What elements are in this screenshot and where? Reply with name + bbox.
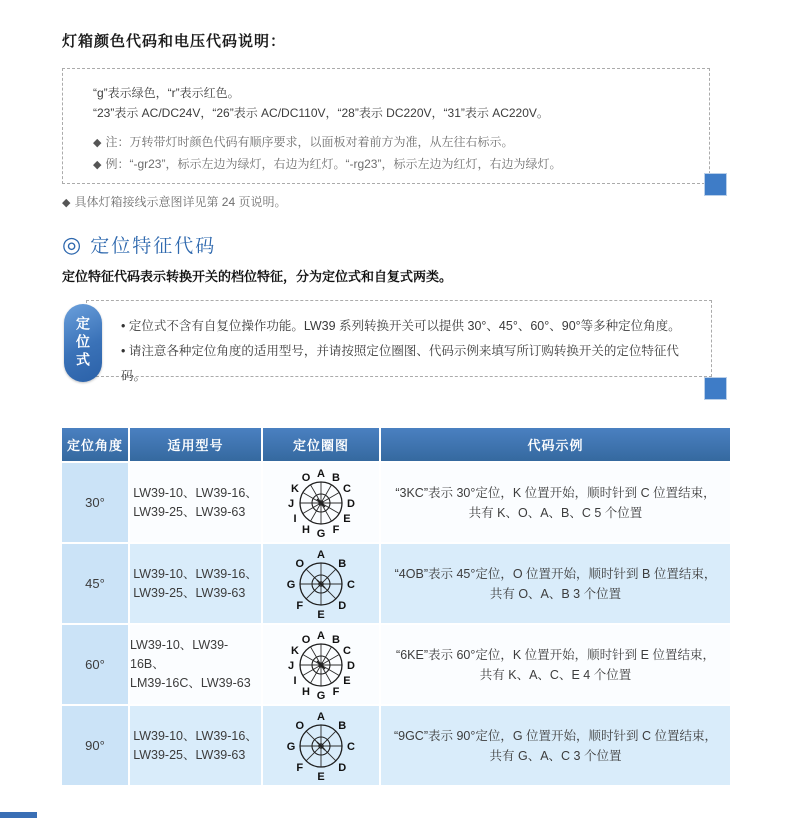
info-line: “23”表示 AC/DC24V，“26”表示 AC/DC110V，“28”表示 DC220V，“31”表示 AC220V。	[93, 106, 549, 120]
models-value: LW39-10、LW39-16、 LW39-25、LW39-63	[133, 566, 258, 600]
dial-position-label: J	[287, 659, 295, 672]
positioning-info-box	[86, 300, 712, 383]
position-dial	[282, 545, 360, 623]
table-header-angle: 定位角度	[62, 428, 128, 461]
footnote-text: 具体灯箱接线示意图详见第 24 页说明。	[74, 195, 287, 209]
dial-position-label: J	[287, 497, 295, 510]
bullet-item: • 请注意各种定位角度的适用型号，并请按照定位圈图、代码示例来填写所订购转换开关的定位特征代码。	[121, 339, 701, 389]
example-value: “6KE”表示 60°定位，K 位置开始，顺时针到 E 位置结束， 共有 K、A、C、E 4 个位置	[396, 647, 715, 682]
dial-position-label: G	[286, 740, 296, 753]
dial-position-label: G	[286, 578, 296, 591]
dial-position-label: O	[295, 557, 305, 570]
models-cell	[130, 544, 261, 623]
note-text: 例：“-gr23”，标示左边为绿灯，右边为红灯。“-rg23”，标示左边为红灯，右边为绿灯。	[105, 157, 562, 171]
dial-position-label: H	[302, 523, 310, 536]
positioning-type-tag: 定位式	[64, 304, 102, 382]
dial-cell	[263, 706, 379, 785]
models-cell	[130, 625, 261, 704]
dial-position-label: I	[293, 512, 297, 525]
dial-position-label: A	[317, 710, 325, 723]
section-title: 定位特征代码	[90, 236, 217, 257]
position-dial	[282, 707, 360, 785]
lamp-code-info-box	[62, 68, 710, 184]
dial-position-label: G	[316, 527, 326, 540]
dial-position-label: O	[301, 471, 311, 484]
info-notes	[93, 132, 689, 176]
dial-cell	[263, 463, 379, 542]
dial-position-label: C	[343, 644, 351, 657]
table-header-example: 代码示例	[381, 428, 730, 461]
angle-cell	[62, 544, 128, 623]
angle-cell	[62, 706, 128, 785]
example-value: “3KC”表示 30°定位，K 位置开始，顺时针到 C 位置结束， 共有 K、O、A、B、C 5 个位置	[395, 485, 716, 520]
example-cell	[381, 706, 730, 785]
note-text: 注：万转带灯时颜色代码有顺序要求，以面板对着前方为准，从左往右标示。	[105, 135, 514, 149]
dial-position-label: A	[317, 467, 325, 480]
example-value: “9GC”表示 90°定位，G 位置开始，顺时针到 C 位置结束， 共有 G、A、C 3 个位置	[393, 728, 718, 763]
angle-value: 30°	[85, 495, 105, 510]
diamond-icon: ◆	[62, 197, 71, 209]
dial-position-label: O	[301, 633, 311, 646]
diamond-icon: ◆	[93, 137, 102, 149]
diamond-icon: ◆	[93, 159, 102, 171]
example-cell	[381, 463, 730, 542]
table-header-dial: 定位圈图	[263, 428, 379, 461]
angle-cell	[62, 463, 128, 542]
dial-position-label: K	[291, 644, 299, 657]
dial-position-label: B	[338, 557, 347, 570]
angle-cell	[62, 625, 128, 704]
bullet-list	[121, 314, 701, 389]
models-value: LW39-10、LW39-16、 LW39-25、LW39-63	[133, 728, 258, 762]
dial-position-label: K	[291, 482, 299, 495]
footnote	[62, 193, 287, 210]
decorative-square-icon	[704, 173, 727, 196]
dial-position-label: C	[347, 578, 355, 591]
positioning-code-table	[62, 428, 730, 785]
dial-cell	[263, 544, 379, 623]
section-header	[62, 231, 216, 258]
info-note	[93, 154, 689, 176]
position-dial	[282, 626, 360, 704]
dial-position-label: B	[332, 471, 340, 484]
dial-position-label: H	[302, 685, 310, 698]
dial-position-label: B	[332, 633, 340, 646]
dial-position-label: F	[296, 761, 304, 774]
dial-cell	[263, 625, 379, 704]
example-cell	[381, 544, 730, 623]
bullseye-icon: ◎	[62, 231, 82, 257]
dial-position-label: E	[317, 608, 325, 621]
models-value: LW39-10、LW39-16、 LW39-25、LW39-63	[133, 485, 258, 519]
dial-position-label: E	[317, 770, 325, 783]
section-subtitle: 定位特征代码表示转换开关的档位特征，分为定位式和自复式两类。	[62, 269, 453, 284]
dial-position-label: G	[316, 689, 326, 702]
decorative-square-icon	[704, 377, 727, 400]
dial-position-label: F	[296, 599, 304, 612]
dial-position-label: C	[347, 740, 355, 753]
dial-position-label: A	[317, 548, 325, 561]
models-value: LW39-10、LW39-16B、 LM39-16C、LW39-63	[130, 638, 251, 690]
page-title: 灯箱颜色代码和电压代码说明：	[62, 33, 287, 50]
dial-position-label: C	[343, 482, 351, 495]
dial-position-label: F	[332, 523, 340, 536]
angle-value: 45°	[85, 576, 105, 591]
dial-position-label: A	[317, 629, 325, 642]
angle-value: 60°	[85, 657, 105, 672]
dial-position-label: E	[343, 512, 351, 525]
bullet-item: • 定位式不含有自复位操作功能。LW39 系列转换开关可以提供 30°、45°、60°、90°等多种定位角度。	[121, 314, 701, 339]
models-cell	[130, 463, 261, 542]
dial-position-label: B	[338, 719, 347, 732]
info-lines	[93, 83, 689, 123]
dial-position-label: O	[295, 719, 305, 732]
example-cell	[381, 625, 730, 704]
example-value: “4OB”表示 45°定位，O 位置开始，顺时针到 B 位置结束， 共有 O、A、B 3 个位置	[394, 566, 717, 601]
dial-position-label: F	[332, 685, 340, 698]
angle-value: 90°	[85, 738, 105, 753]
models-cell	[130, 706, 261, 785]
page-bottom-accent	[0, 812, 37, 818]
dial-position-label: D	[338, 761, 347, 774]
position-dial	[282, 464, 360, 542]
dial-position-label: D	[347, 497, 355, 510]
info-note	[93, 132, 689, 154]
info-line: “g”表示绿色，“r”表示红色。	[93, 86, 240, 100]
dial-position-label: E	[343, 674, 351, 687]
dial-position-label: I	[293, 674, 297, 687]
table-header-models: 适用型号	[130, 428, 261, 461]
dial-position-label: D	[338, 599, 347, 612]
dial-position-label: D	[347, 659, 355, 672]
